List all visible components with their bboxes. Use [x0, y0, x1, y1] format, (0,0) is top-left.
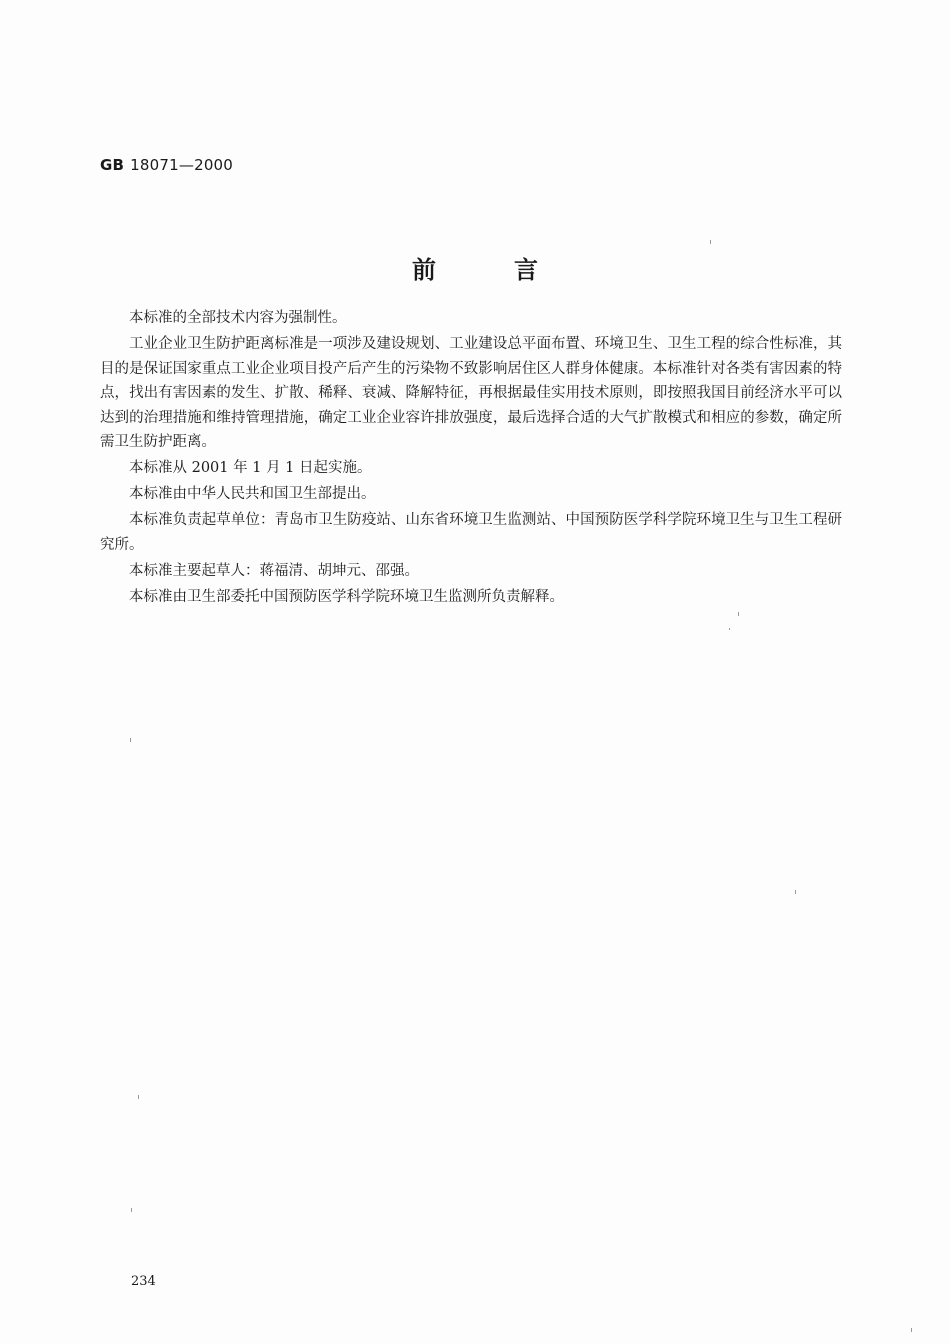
paragraph: 本标准主要起草人：蒋福清、胡坤元、邵强。: [129, 562, 419, 579]
paragraph: 本标准的全部技术内容为强制性。: [129, 310, 347, 326]
paragraph: 工业企业卫生防护距离标准是一项涉及建设规划、工业建设总平面布置、环境卫生、卫生工程的综合性标准，其目的是保证国家重点工业企业项目投产后产生的污染物不致影响居住区人群身体健康。本标准针对各类有害因素的特点，找出有害因素的发生、扩散、稀释、衰减、降解特征，再根据最佳实用技术原则，即按照我国目前经济水平可以达到的治理措施和维持管理措施，确定工业企业容许排放强度，最后选择合适的大气扩散模式和相应的参数，确定所需卫生防护距离。: [100, 336, 842, 450]
scan-speck: [729, 628, 730, 630]
foreword-body: [100, 306, 842, 611]
scan-speck: [131, 1208, 132, 1212]
standard-header: [100, 156, 233, 174]
paragraph: 本标准负责起草单位：青岛市卫生防疫站、山东省环境卫生监测站、中国预防医学科学院环境卫生与卫生工程研究所。: [100, 512, 842, 553]
standard-number: 18071—2000: [130, 156, 234, 174]
page-number: 234: [131, 1274, 156, 1289]
standard-code: GB: [100, 156, 125, 174]
scan-speck: [911, 1328, 912, 1332]
scan-speck: [138, 1095, 139, 1099]
scan-speck: [130, 738, 131, 742]
scan-speck: [710, 240, 711, 244]
scan-speck: [795, 890, 796, 894]
scan-speck: [738, 612, 739, 616]
paragraph: 本标准由中华人民共和国卫生部提出。: [129, 486, 376, 502]
paragraph: 本标准从 2001 年 1 月 1 日起实施。: [129, 460, 372, 476]
page-title: 前言: [412, 256, 616, 284]
paragraph: 本标准由卫生部委托中国预防医学科学院环境卫生监测所负责解释。: [129, 588, 564, 605]
